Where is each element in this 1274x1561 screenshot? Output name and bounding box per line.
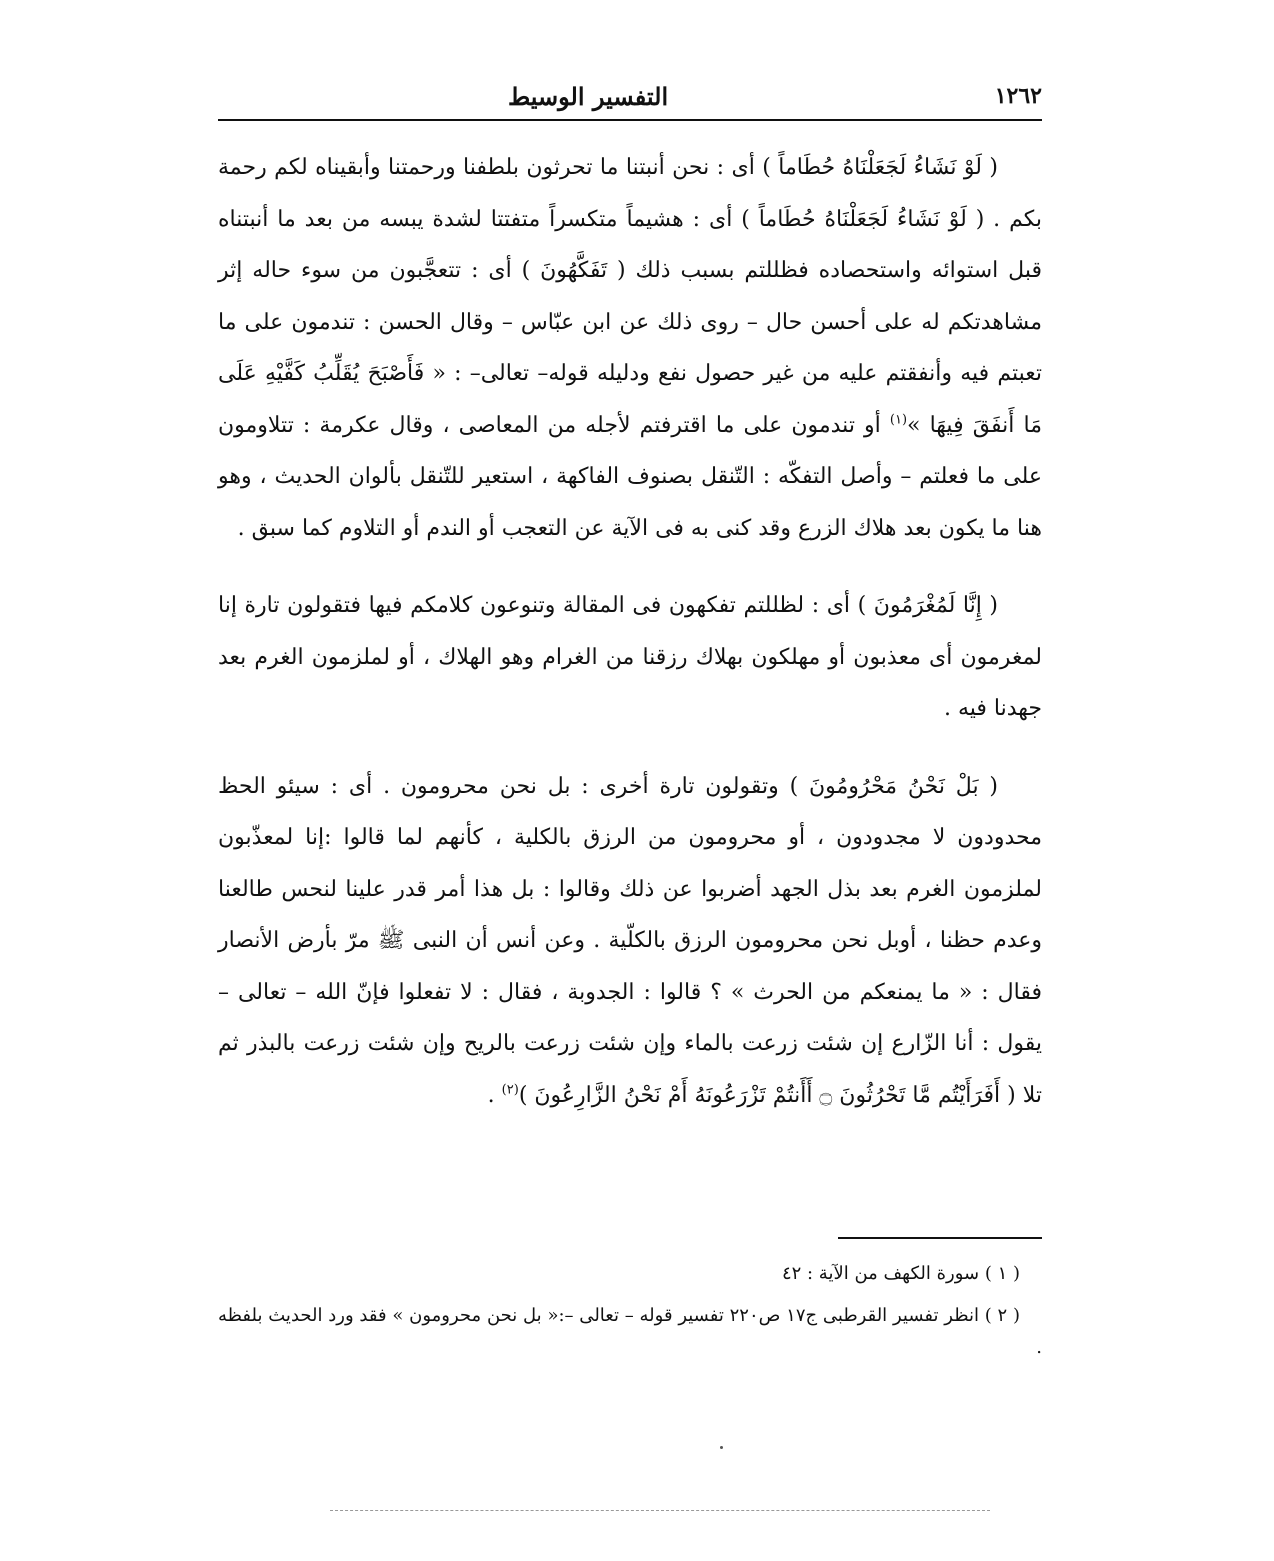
footnote-rule <box>838 1237 1042 1239</box>
footnote-1: ( ١ ) سورة الكهف من الآية : ٤٢ <box>781 1263 1020 1284</box>
paragraph-1 <box>218 142 1042 554</box>
running-title: التفسير الوسيط <box>508 81 669 111</box>
footnote-ref-2: (٢) <box>501 1082 519 1098</box>
paragraph-3 <box>218 761 1042 1122</box>
paragraph-2 <box>218 580 1042 735</box>
page-header <box>218 78 1042 114</box>
header-rule <box>218 119 1042 121</box>
scan-speck <box>720 1446 723 1449</box>
scan-bottom-edge <box>330 1510 990 1511</box>
paragraph-1-text: ( لَوْ نَشَاءُ لَجَعَلْنَاهُ حُطَاماً ) أى : نحن أنبتنا ما تحرثون بلطفنا ورحمتنا وأبقيناه لكم رحمة بكم . ( لَوْ نَشَاءُ لَجَعَلْنَاهُ حُطَاماً ) أى : هشيماً متكسراً متفتتا لشدة يبسه من بعد ما أنبتناه قبل استوائه واستحصاده فظللتم بسبب ذلك ( تَفَكَّهُونَ ) أى : تتعجَّبون من سوء حاله إثر مشاهدتكم له على أحسن حال – روى ذلك عن ابن عبّاس – وقال الحسن : تندمون على ما تعبتم فيه وأنفقتم عليه من غير حصول نفع ودليله قوله– تعالى– : « فَأَصْبَحَ يُقَلِّبُ كَفَّيْهِ عَلَى مَا أَنفَقَ فِيهَا » <box>218 155 1042 438</box>
footnotes <box>218 1258 1042 1374</box>
main-text <box>218 142 1042 1121</box>
paragraph-1-rest: أو تندمون على ما اقترفتم لأجله من المعاصى ، وقال عكرمة : تتلاومون على ما فعلتم – وأصل التفكّه : التّنقل بصنوف الفاكهة ، استعير للتّنقل بألوان الحديث ، وهو هنا ما يكون بعد هلاك الزرع وقد كنى به فى الآية عن التعجب أو الندم أو التلاوم كما سبق . <box>218 412 1042 541</box>
paragraph-3-end: . <box>487 1082 502 1108</box>
paragraph-3-text: ( بَلْ نَحْنُ مَحْرُومُونَ ) وتقولون تارة أخرى : بل نحن محرومون . أى : سيئو الحظ محدودون لا مجدودون ، أو محرومون من الرزق بالكلية ، كأنهم لما قالوا :إنا لمعذّبون لملزمون الغرم بعد بذل الجهد أضربوا عن ذلك وقالوا : بل هذا أمر قدر علينا لنحس طالعنا وعدم حظنا ، أوبل نحن محرومون الرزق بالكلّية . وعن أنس أن النبى ﷺ مرّ بأرض الأنصار فقال : « ما يمنعكم من الحرث » ؟ قالوا : الجدوبة ، فقال : لا تفعلوا فإنّ الله – تعالى – يقول : أنا الزّارع إن شئت زرعت بالماء وإن شئت زرعت بالريح وإن شئت زرعت بالبذر ثم تلا ( أَفَرَأَيْتُم مَّا تَحْرُثُونَ ۝ أَأَنتُمْ تَزْرَعُونَهُ أَمْ نَحْنُ الزَّارِعُونَ ) <box>218 773 1042 1108</box>
paragraph-2-text: ( إِنَّا لَمُغْرَمُونَ ) أى : لظللتم تفكهون فى المقالة وتنوعون كلامكم فيها فتقولون تارة إنا لمغرمون أى معذبون أو مهلكون بهلاك رزقنا من الغرام وهو الهلاك ، أو لملزمون الغرم بعد جهدنا فيه . <box>218 593 1042 721</box>
footnote-2: ( ٢ ) انظر تفسير القرطبى ج١٧ ص٢٢٠ تفسير قوله – تعالى –:« بل نحن محرومون » فقد ورد الحديث بلفظه . <box>218 1305 1042 1358</box>
footnote-ref-1: (١) <box>889 412 908 428</box>
page-number: ١٢٦٢ <box>994 83 1042 109</box>
